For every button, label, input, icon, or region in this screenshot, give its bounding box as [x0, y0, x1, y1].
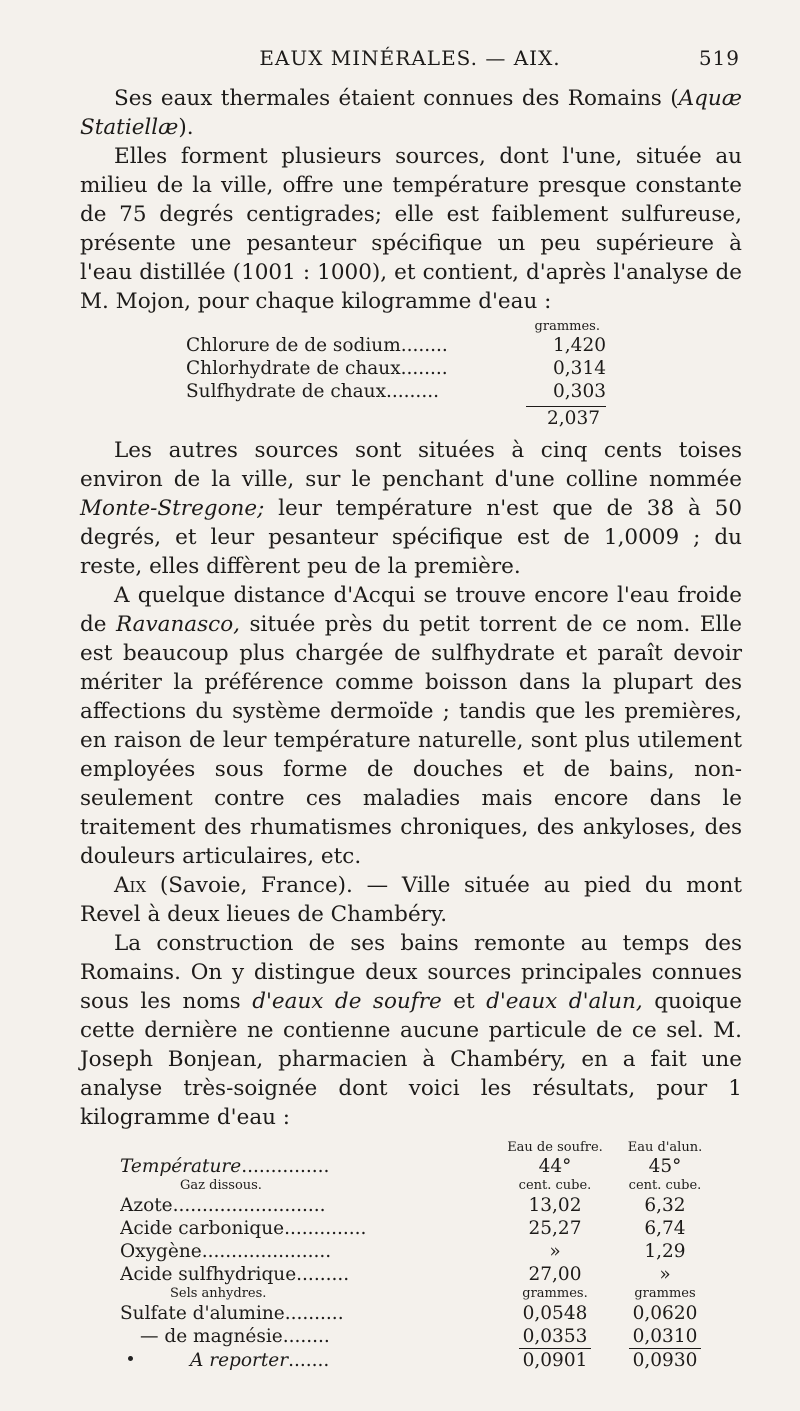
row-value: 25,27: [528, 1218, 582, 1239]
text: La construction de ses bains remonte au temps des Romains. On y distingue deux sources principales connues sous les noms: [80, 931, 742, 1014]
text: (Savoie, France). — Ville située au pied du mont Revel à deux lieues de Chambéry.: [80, 873, 742, 927]
unit-header: grammes.: [534, 319, 600, 334]
row-value: 0,303: [553, 381, 606, 402]
row-value: 6,74: [644, 1218, 686, 1239]
composition-table-acqui: [186, 320, 606, 430]
paragraph-ravanasco: [80, 581, 742, 871]
page-number: 519: [698, 46, 740, 70]
table-row: [120, 1240, 720, 1263]
row-label: Sulfate d'alumine..........: [120, 1303, 344, 1324]
small-caps-text: Aix: [114, 873, 147, 898]
paragraph-baths: [80, 929, 742, 1132]
row-value: »: [549, 1241, 561, 1262]
row-value: 0,314: [553, 358, 606, 379]
text: Ses eaux thermales étaient connues des Romains (: [114, 86, 679, 111]
running-title: EAUX MINÉRALES. — AIX.: [259, 46, 561, 70]
section-header-row: [120, 1178, 720, 1194]
column-header: Eau de soufre.: [507, 1140, 603, 1155]
table-row: [120, 1194, 720, 1217]
page-body: [80, 84, 742, 1372]
text: située près du petit torrent de ce nom. Elle est beaucoup plus chargée de sulfhydrate et paraît devoir mériter la préférence comme boisson dans la plupart des affections du système dermoïde ; tandis que les premières, en raison de leur température naturelle, sont plus utilement employées sous forme de douches et de bains, non-seulement contre ces maladies mais encore dans le traitement des rhumatismes chroniques, des ankyloses, des douleurs articulaires, etc.: [80, 612, 743, 869]
row-value: 0,0548: [522, 1303, 588, 1324]
text: et: [441, 989, 487, 1014]
row-label: A reporter.......: [190, 1350, 330, 1371]
unit-label: cent. cube.: [628, 1178, 702, 1193]
row-label: Oxygène......................: [120, 1241, 332, 1262]
text: Les autres sources sont situées à cinq cents toises environ de la ville, sur le penchant d'une colline nommée: [80, 438, 742, 492]
row-value: 45°: [648, 1156, 682, 1177]
text: quoique cette dernière ne contienne aucune particule de ce sel. M. Joseph Bonjean, pharmacien à Chambéry, en a fait une analyse très-soignée dont voici les résultats, pour 1 kilogramme d'eau :: [80, 989, 742, 1130]
row-value: 0,0353: [500, 1325, 610, 1349]
row-label: Chlorure de de sodium........: [186, 335, 448, 356]
section-label: Sels anhydres.: [170, 1286, 267, 1301]
paragraph-sources: Elles forment plusieurs sources, dont l'une, située au milieu de la ville, offre une température presque constante de 75 degrés centigrades; elle est faiblement sulfureuse, présente une pesanteur spécifique un peu supérieure à l'eau distillée (1001 : 1000), et contient, d'après l'analyse de M. Mojon, pour chaque kilogramme d'eau :: [80, 144, 742, 314]
row-label: Azote..........................: [120, 1195, 326, 1216]
row-value: 44°: [538, 1156, 572, 1177]
row-label: Acide carbonique..............: [120, 1218, 367, 1239]
table-header-row: [120, 1140, 720, 1155]
unit-label: grammes: [634, 1286, 696, 1301]
running-header: [80, 46, 740, 78]
row-label: Température...............: [120, 1156, 330, 1177]
composition-table-aix: [120, 1140, 720, 1372]
ink-speck: [128, 1356, 133, 1361]
row-value: 13,02: [528, 1195, 582, 1216]
paragraph-romans: [80, 84, 742, 142]
row-value: 0,0620: [632, 1303, 698, 1324]
table-row: [186, 334, 606, 357]
italic-text: Monte-Stregone;: [80, 496, 265, 521]
table-row: [120, 1263, 720, 1286]
table-row: [120, 1155, 720, 1178]
row-label: Sulfhydrate de chaux.........: [186, 381, 439, 402]
row-label: Chlorhydrate de chaux........: [186, 358, 448, 379]
row-label: — de magnésie........: [140, 1326, 330, 1347]
total-value: 2,037: [547, 408, 600, 429]
table-row: [186, 357, 606, 380]
row-value: 27,00: [528, 1264, 582, 1285]
italic-text: Aquæ Statiellæ: [80, 86, 742, 140]
row-value: »: [659, 1264, 671, 1285]
table-row: [186, 380, 606, 403]
section-header-row: [120, 1286, 720, 1302]
row-value: 6,32: [644, 1195, 686, 1216]
italic-text: Ravanasco,: [115, 612, 240, 637]
table-row-carry: [120, 1349, 720, 1372]
row-value: 1,29: [644, 1241, 686, 1262]
column-header: Eau d'alun.: [627, 1140, 703, 1155]
unit-label: grammes.: [522, 1286, 588, 1301]
row-value: 0,0310: [610, 1325, 720, 1349]
row-label: Acide sulfhydrique.........: [120, 1264, 350, 1285]
paragraph-aix: [80, 871, 742, 929]
text: ).: [178, 115, 194, 140]
section-label: Gaz dissous.: [180, 1178, 262, 1193]
italic-text: d'eaux de soufre: [252, 989, 442, 1014]
text: A quelque distance d'Acqui se trouve encore l'eau froide de: [80, 583, 742, 637]
unit-label: cent. cube.: [518, 1178, 592, 1193]
table-row: [120, 1217, 720, 1240]
table-row: [120, 1302, 720, 1325]
row-value: 0,0901: [522, 1350, 588, 1371]
table-row: [120, 1325, 720, 1349]
paragraph-other-sources: [80, 436, 742, 581]
row-value: 1,420: [553, 335, 606, 356]
italic-text: d'eaux d'alun,: [486, 989, 643, 1014]
row-value: 0,0930: [632, 1350, 698, 1371]
text: leur température n'est que de 38 à 50 degrés, et leur pesanteur spécifique est de 1,0009 ; du reste, elles diffèrent peu de la première.: [80, 496, 742, 579]
